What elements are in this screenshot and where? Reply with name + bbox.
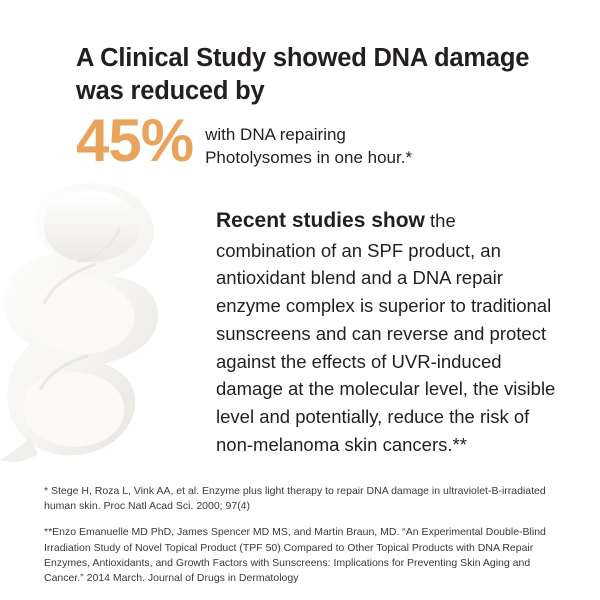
- statistic-caption-line-1: with DNA repairing: [205, 125, 346, 144]
- statistic-value: 45%: [76, 107, 194, 174]
- statistic-caption: [205, 112, 412, 170]
- statistic-block: [76, 107, 546, 174]
- body-paragraph: [216, 205, 560, 459]
- headline-line-1: A Clinical Study showed DNA damage: [76, 44, 530, 72]
- page-title: [76, 42, 546, 107]
- headline-line-2: was reduced by: [76, 76, 265, 105]
- footnotes: [44, 484, 559, 586]
- cream-swirl-illustration: [0, 168, 232, 468]
- statistic-caption-line-2: Photolysomes in one hour.*: [205, 147, 413, 167]
- footnote-1: * Stege H, Roza L, Vink AA, et al. Enzyme plus light therapy to repair DNA damage in ultraviolet-B-irradiated human skin. Proc Natl Acad Sci. 2000; 97(4): [44, 485, 546, 513]
- body-lead-in: Recent studies show: [216, 209, 425, 232]
- body-text: the combination of an SPF product, an antioxidant blend and a DNA repair enzyme complex is superior to traditional sunscreens and can reverse and protect against the effects of UVR-induced damage at the molecular level, the visible level and potentially, reduce the risk of non-melanoma skin cancers.**: [216, 210, 556, 455]
- footnote-2: **Enzo Emanuelle MD PhD, James Spencer MD MS, and Martin Braun, MD. “An Experimental Double-Blind Irradiation Study of Novel Topical Product (TPF 50) Compared to Other Topical Products with DNA Repair Enzymes, Antioxidants, and Growth Factors with Sunscreens: Implications for Preventing Skin Aging and Cancer.” 2014 March. Journal of Drugs in Dermatology: [44, 526, 546, 585]
